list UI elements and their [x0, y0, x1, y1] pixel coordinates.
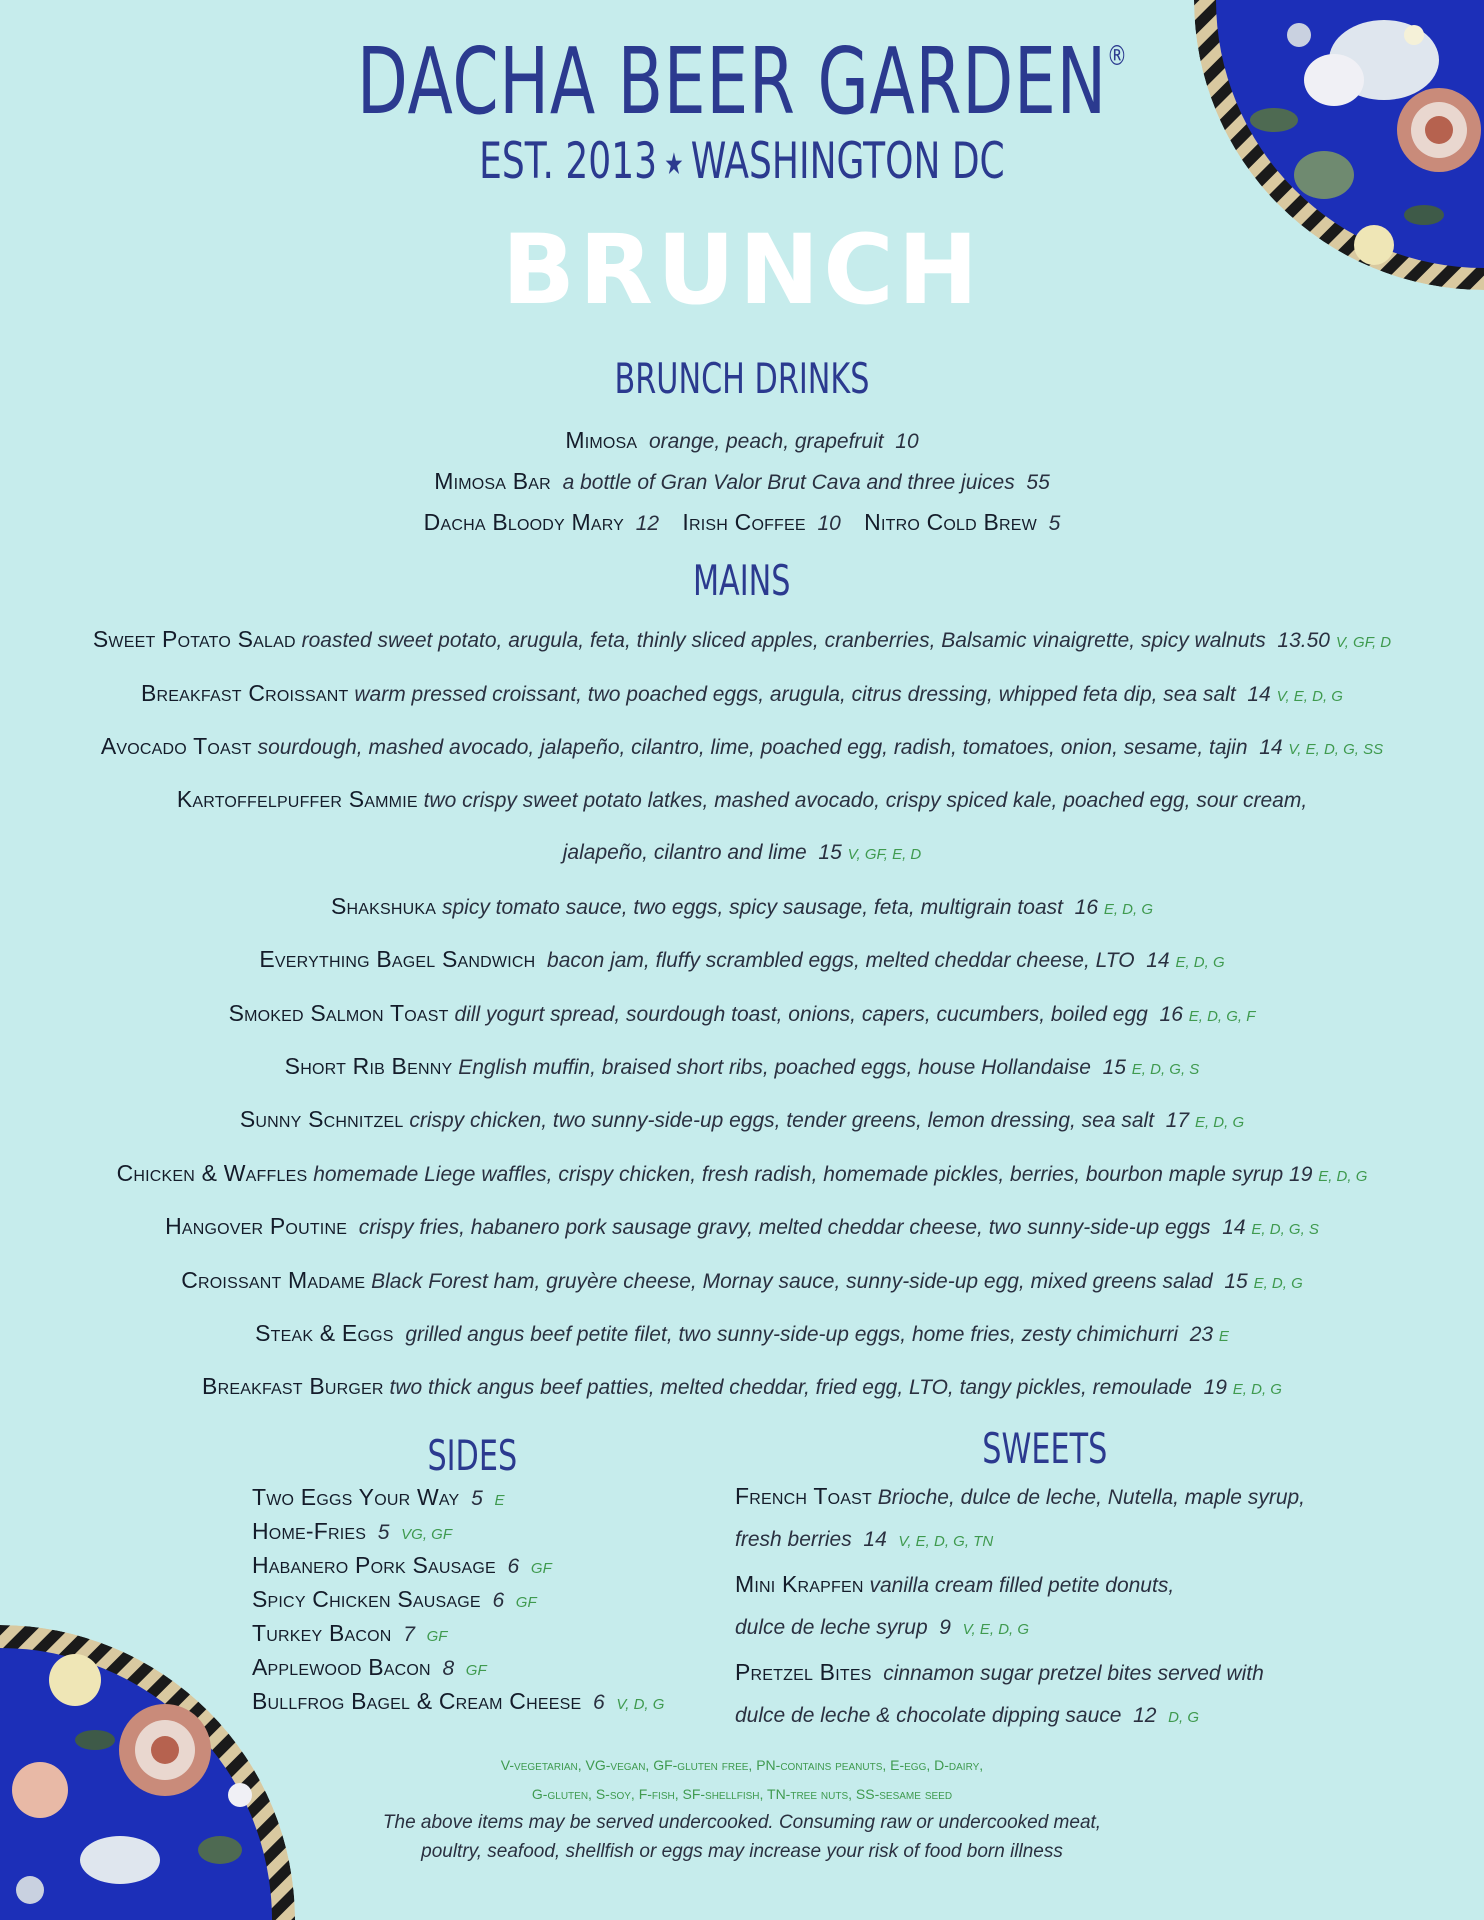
item-tags: V, GF, E, D: [847, 846, 922, 863]
item-price: 5: [1048, 512, 1061, 535]
item-price: 8: [442, 1657, 455, 1680]
item-name: French Toast: [735, 1483, 872, 1509]
menu-item: [0, 1052, 1484, 1084]
item-price: 5: [377, 1521, 390, 1544]
item-tags: GF: [426, 1628, 448, 1645]
item-price: 17: [1165, 1109, 1190, 1132]
item-desc: dulce de leche syrup: [735, 1616, 928, 1639]
menu-item: [0, 945, 1484, 977]
menu-item: [0, 1212, 1484, 1244]
item-tags: GF: [465, 1662, 487, 1679]
side-item: [252, 1650, 664, 1684]
item-price: 16: [1074, 896, 1098, 919]
item-tags: E, D, G: [1253, 1275, 1303, 1292]
item-name: Habanero Pork Sausage: [252, 1552, 496, 1578]
item-price: 19: [1289, 1163, 1313, 1186]
side-item: [252, 1548, 664, 1582]
item-tags: E, D, G: [1103, 901, 1154, 918]
item-desc: crispy chicken, two sunny-side-up eggs, tender greens, lemon dressing, sea salt: [409, 1109, 1155, 1132]
allergen-legend-line-1: V-vegetarian, VG-vegan, GF-gluten free, PN-contains peanuts, E-egg, D-dairy,: [500, 1757, 984, 1773]
mains-section-title: [0, 556, 1484, 605]
item-tags: E, D, G: [1194, 1114, 1245, 1131]
disclaimer-line-2: poultry, seafood, shellfish or eggs may increase your risk of food born illness: [421, 1841, 1063, 1862]
item-tags: E, D, G, S: [1251, 1221, 1319, 1238]
side-item: [252, 1684, 664, 1718]
item-desc: homemade Liege waffles, crispy chicken, fresh radish, homemade pickles, berries, bourbon maple syrup: [313, 1163, 1284, 1186]
item-price: 14: [1247, 683, 1271, 706]
item-name: Short Rib Benny: [284, 1053, 453, 1079]
item-tags: V, E, D, G: [1276, 688, 1343, 705]
item-desc: English muffin, braised short ribs, poached eggs, house Hollandaise: [458, 1056, 1091, 1079]
sides-title-text: SIDES: [427, 1431, 517, 1480]
item-tags: V, GF, D: [1335, 634, 1392, 651]
sweet-item: [735, 1651, 1305, 1695]
menu-header: [0, 28, 1484, 190]
item-desc: two thick angus beef patties, melted cheddar, fried egg, LTO, tangy pickles, remoulade: [389, 1376, 1192, 1399]
item-desc: jalapeño, cilantro and lime: [562, 841, 807, 864]
sweet-item: [735, 1475, 1305, 1519]
sweet-item-continued: [735, 1607, 1305, 1651]
est-text: EST. 2013: [479, 132, 658, 190]
item-tags: GF: [530, 1560, 552, 1577]
menu-item: [0, 1266, 1484, 1298]
item-desc: orange, peach, grapefruit: [648, 430, 884, 453]
menu-item: [0, 785, 1484, 815]
item-name: Pretzel Bites: [735, 1659, 872, 1685]
registered-mark: ®: [1106, 39, 1128, 72]
item-price: 12: [635, 512, 660, 535]
item-price: 5: [471, 1487, 483, 1510]
disclaimer-line-1: The above items may be served undercooked. Consuming raw or undercooked meat,: [382, 1812, 1102, 1833]
menu-item-continued: [0, 839, 1484, 869]
sides-section-title: [252, 1431, 692, 1480]
item-price: 7: [403, 1623, 415, 1646]
side-item: [252, 1616, 664, 1650]
item-name: Shakshuka: [330, 893, 437, 919]
drinks-title-text: BRUNCH DRINKS: [614, 354, 870, 403]
item-tags: E, D, G, S: [1131, 1061, 1200, 1078]
drink-item-row: [0, 508, 1484, 538]
item-name: Mimosa: [565, 427, 638, 453]
brand-text: DACHA BEER GARDEN: [356, 28, 1107, 135]
menu-item: [0, 1159, 1484, 1191]
sweets-section-title: [735, 1424, 1355, 1473]
sweets-title-text: SWEETS: [982, 1424, 1108, 1473]
item-price: 6: [492, 1589, 505, 1612]
item-price: 15: [1102, 1056, 1126, 1079]
item-desc: two crispy sweet potato latkes, mashed avocado, crispy spiced kale, poached egg, sour cream,: [423, 789, 1308, 812]
menu-item: [0, 1319, 1484, 1351]
item-name: Steak & Eggs: [255, 1320, 394, 1346]
item-name: Home-Fries: [252, 1518, 367, 1544]
brand-name: [356, 28, 1128, 135]
item-price: 6: [507, 1555, 520, 1578]
item-name: Breakfast Croissant: [141, 680, 349, 706]
item-tags: GF: [515, 1594, 537, 1611]
sweet-item: [735, 1563, 1305, 1607]
item-desc: a bottle of Gran Valor Brut Cava and three juices: [562, 471, 1015, 494]
sweet-item-continued: [735, 1519, 1305, 1563]
item-tags: E: [494, 1492, 505, 1509]
side-item: [252, 1582, 664, 1616]
item-price: 10: [895, 430, 919, 453]
item-desc: vanilla cream filled petite donuts,: [869, 1574, 1175, 1597]
item-price: 10: [817, 512, 841, 535]
side-item: [252, 1480, 664, 1514]
item-name: Avocado Toast: [100, 733, 252, 759]
item-tags: V, E, D, G, SS: [1288, 741, 1384, 758]
item-desc: roasted sweet potato, arugula, feta, thinly sliced apples, cranberries, Balsamic vinaigrette, spicy walnuts: [301, 629, 1266, 652]
item-tags: E, D, G: [1318, 1168, 1368, 1185]
menu-item: [0, 679, 1484, 711]
item-price: 9: [939, 1616, 951, 1639]
item-name: Mini Krapfen: [735, 1571, 864, 1597]
menu-item: [0, 732, 1484, 764]
item-desc: spicy tomato sauce, two eggs, spicy sausage, feta, multigrain toast: [441, 896, 1063, 919]
city-text: WASHINGTON DC: [690, 132, 1005, 190]
item-name: Kartoffelpuffer Sammie: [176, 786, 418, 812]
item-name: Sunny Schnitzel: [239, 1106, 404, 1132]
item-desc: dill yogurt spread, sourdough toast, onions, capers, cucumbers, boiled egg: [454, 1003, 1148, 1026]
item-name: Bullfrog Bagel & Cream Cheese: [252, 1688, 582, 1714]
item-name: Sweet Potato Salad: [92, 626, 296, 652]
item-name: Two Eggs Your Way: [252, 1484, 460, 1510]
item-name: Breakfast Burger: [202, 1373, 384, 1399]
side-item: [252, 1514, 664, 1548]
item-name: Croissant Madame: [181, 1267, 366, 1293]
item-tags: E, D, G, F: [1188, 1008, 1256, 1025]
est-line: [479, 132, 1005, 190]
menu-item: [0, 625, 1484, 657]
item-price: 15: [818, 841, 842, 864]
menu-item: [0, 999, 1484, 1031]
item-desc: cinnamon sugar pretzel bites served with: [883, 1662, 1264, 1685]
item-desc: dulce de leche & chocolate dipping sauce: [735, 1704, 1122, 1727]
item-name: Dacha Bloody Mary: [423, 509, 625, 535]
item-price: 13.50: [1277, 629, 1330, 652]
item-price: 14: [1146, 949, 1170, 972]
sweets-list: [735, 1475, 1305, 1739]
item-name: Turkey Bacon: [252, 1620, 392, 1646]
item-name: Mimosa Bar: [434, 468, 551, 494]
item-desc: Black Forest ham, gruyère cheese, Mornay sauce, sunny-side-up egg, mixed greens salad: [371, 1270, 1213, 1293]
item-tags: E, D, G: [1232, 1381, 1282, 1398]
item-tags: D, G: [1168, 1709, 1199, 1726]
sweet-item-continued: [735, 1695, 1305, 1739]
item-name: Spicy Chicken Sausage: [252, 1586, 481, 1612]
drink-item: [0, 426, 1484, 456]
item-tags: V, E, D, G: [962, 1621, 1030, 1638]
item-name: Hangover Poutine: [165, 1213, 348, 1239]
page-title: BRUNCH: [501, 214, 983, 326]
item-desc: sourdough, mashed avocado, jalapeño, cilantro, lime, poached egg, radish, tomatoes, onion, sesame, tajin: [257, 736, 1248, 759]
item-price: 55: [1026, 471, 1050, 494]
allergen-legend-line-2: G-gluten, S-soy, F-fish, SF-shellfish, TN-tree nuts, SS-sesame seed: [531, 1786, 953, 1802]
item-desc: bacon jam, fluffy scrambled eggs, melted cheddar cheese, LTO: [547, 949, 1135, 972]
item-price: 14: [863, 1528, 887, 1551]
item-tags: V, D, G: [616, 1696, 665, 1713]
item-price: 6: [593, 1691, 605, 1714]
menu-item: [0, 1372, 1484, 1404]
item-price: 23: [1189, 1323, 1214, 1346]
item-tags: E: [1218, 1328, 1229, 1345]
item-price: 14: [1259, 736, 1283, 759]
drinks-section-title: [0, 354, 1484, 403]
item-name: Smoked Salmon Toast: [228, 1000, 449, 1026]
item-name: Irish Coffee: [682, 509, 806, 535]
item-price: 14: [1222, 1216, 1246, 1239]
menu-item: [0, 892, 1484, 924]
item-name: Chicken & Waffles: [116, 1160, 308, 1186]
star-icon: ★: [664, 146, 684, 182]
item-name: Nitro Cold Brew: [864, 509, 1037, 535]
item-name: Everything Bagel Sandwich: [259, 946, 536, 972]
item-desc: crispy fries, habanero pork sausage gravy, melted cheddar cheese, two sunny-side-up eggs: [358, 1216, 1211, 1239]
mains-title-text: MAINS: [693, 556, 791, 605]
item-desc: fresh berries: [735, 1528, 852, 1551]
item-tags: VG, GF: [401, 1526, 452, 1543]
item-desc: Brioche, dulce de leche, Nutella, maple syrup,: [877, 1486, 1306, 1509]
item-desc: warm pressed croissant, two poached eggs, arugula, citrus dressing, whipped feta dip, sea salt: [354, 683, 1236, 706]
item-price: 15: [1224, 1270, 1248, 1293]
item-name: Applewood Bacon: [252, 1654, 431, 1680]
drink-item: [0, 467, 1484, 497]
item-desc: grilled angus beef petite filet, two sunny-side-up eggs, home fries, zesty chimichurri: [405, 1323, 1179, 1346]
item-price: 16: [1159, 1003, 1183, 1026]
item-tags: E, D, G: [1175, 954, 1225, 971]
sides-list: [252, 1480, 664, 1718]
menu-item: [0, 1105, 1484, 1137]
item-price: 19: [1203, 1376, 1227, 1399]
item-price: 12: [1133, 1704, 1157, 1727]
item-tags: V, E, D, G, TN: [898, 1533, 994, 1550]
